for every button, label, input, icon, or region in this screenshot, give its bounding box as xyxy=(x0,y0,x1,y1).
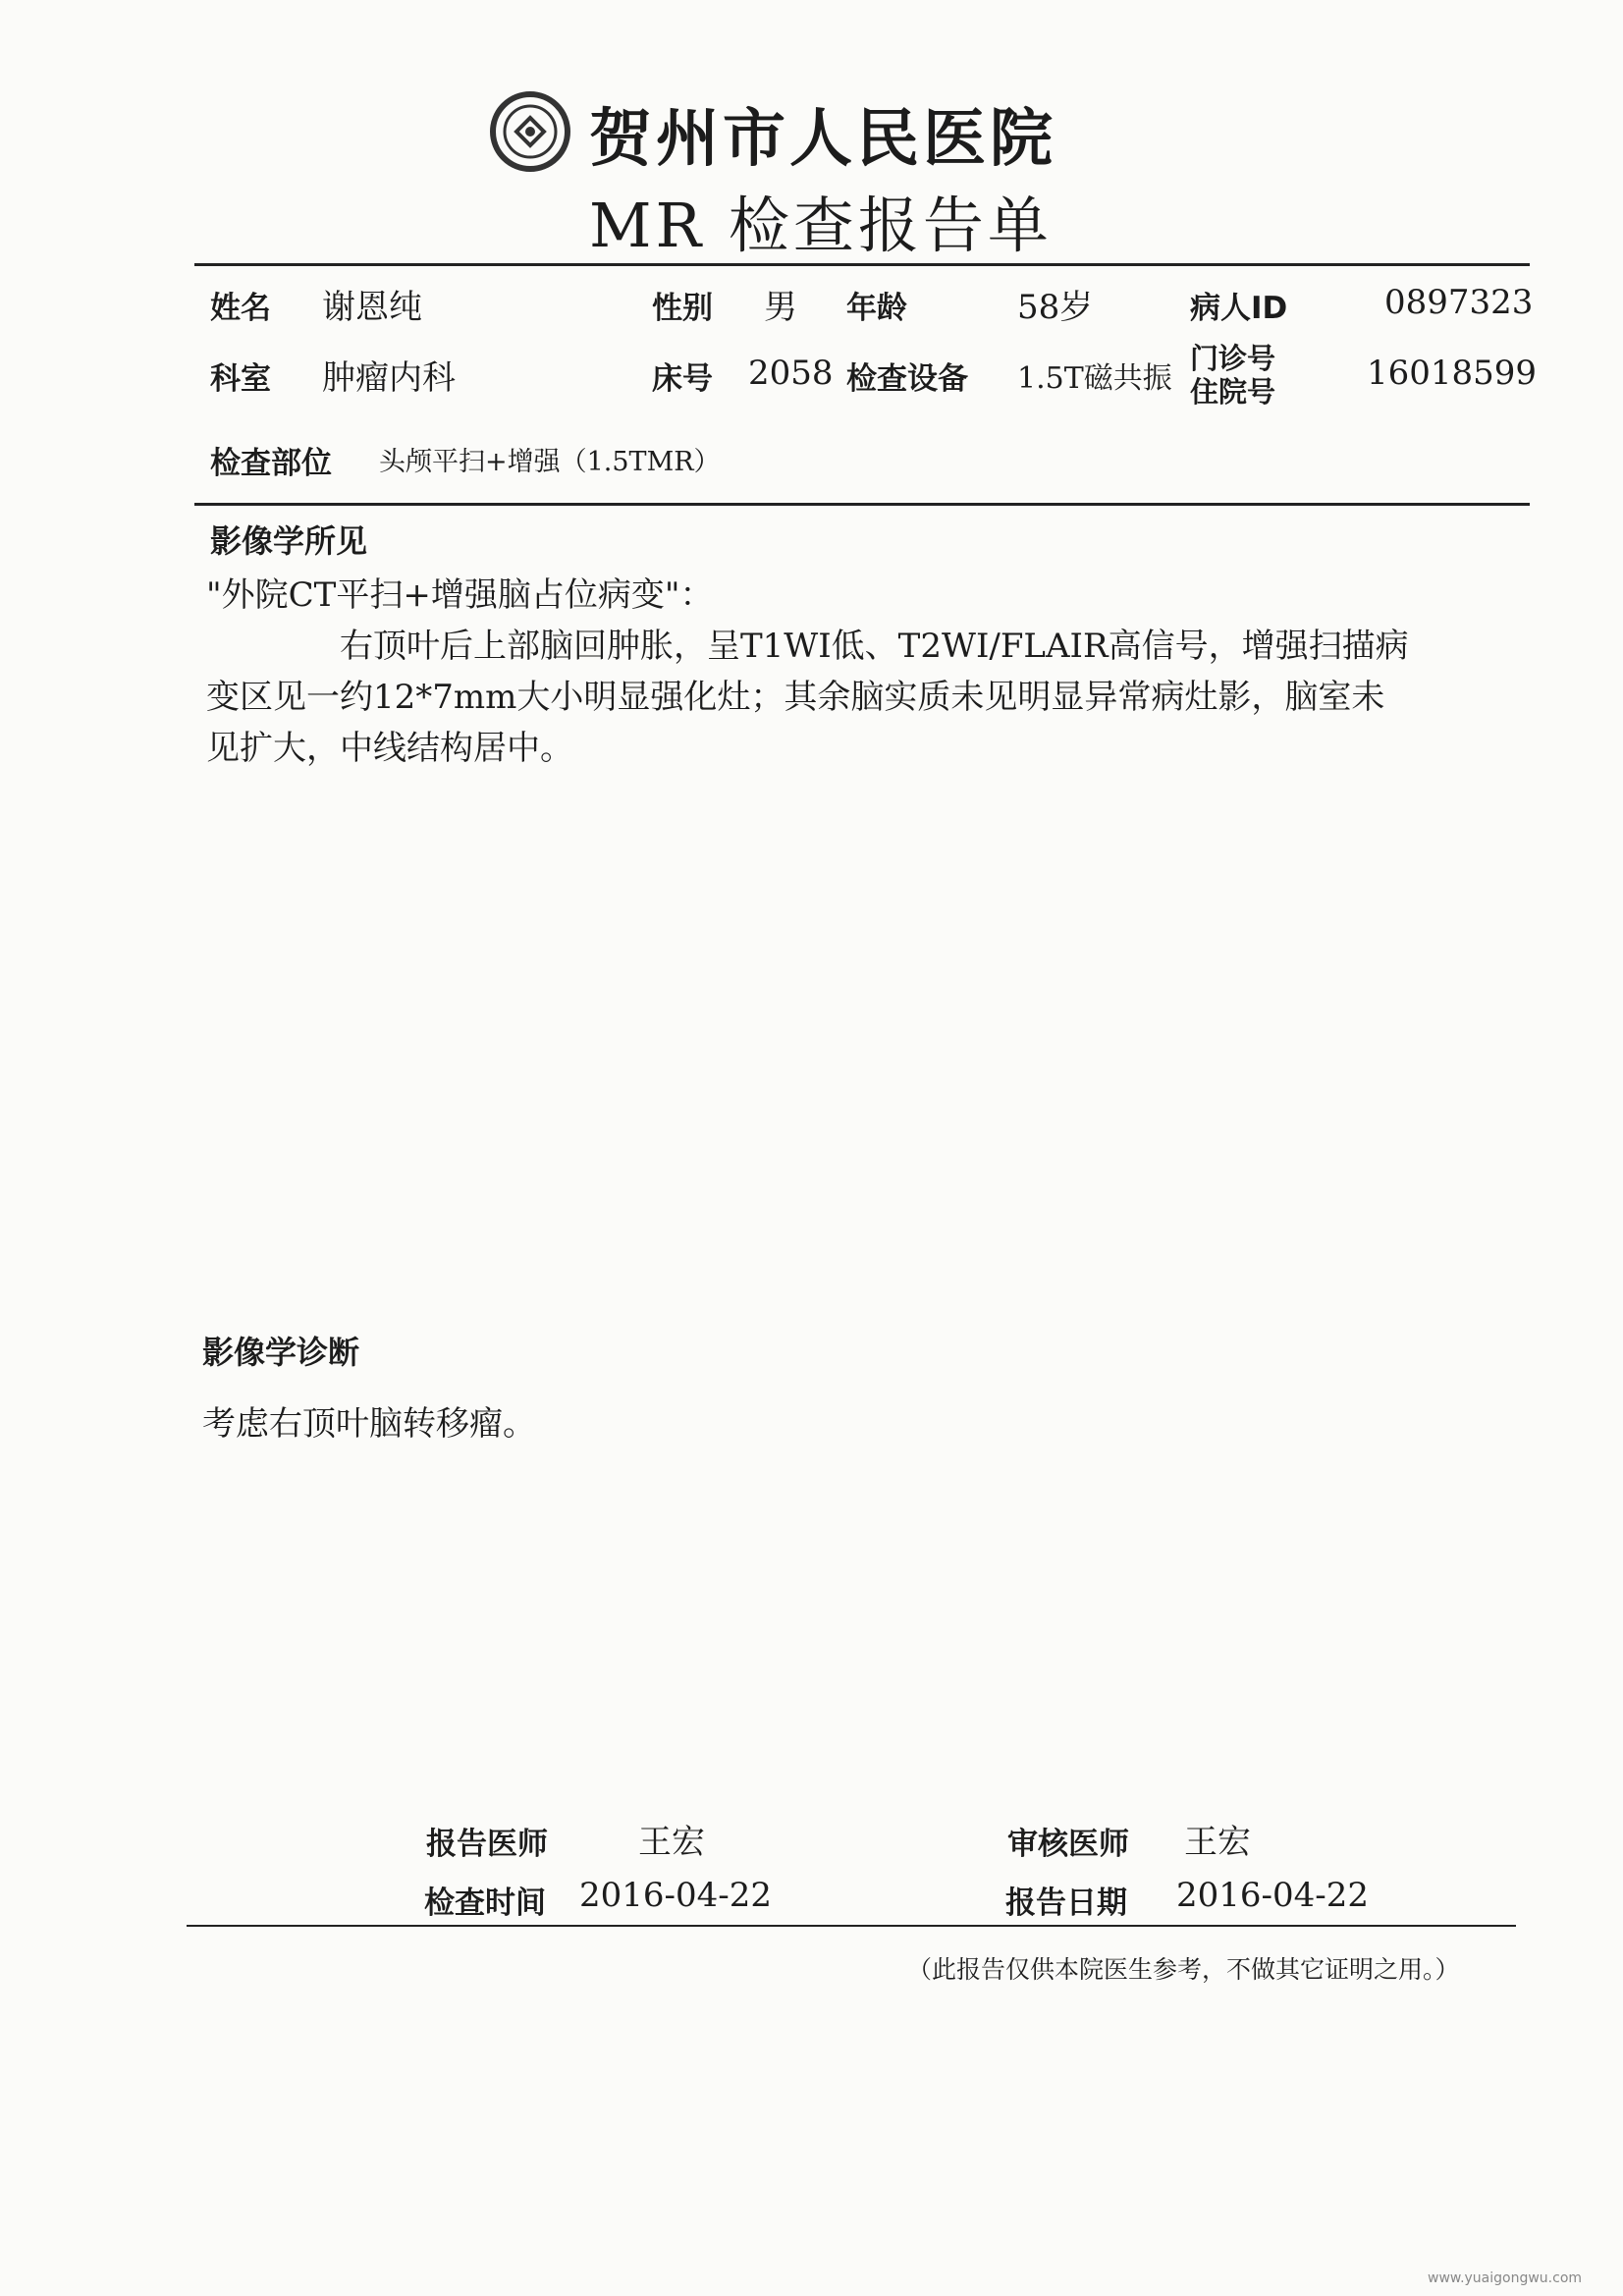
findings-line-1: 右顶叶后上部脑回肿胀，呈T1WI低、T2WI/FLAIR高信号，增强扫描病 xyxy=(340,627,1409,666)
header-rule xyxy=(194,263,1530,266)
exam-part: 头颅平扫+增强（1.5TMR） xyxy=(379,447,721,477)
diagnosis-heading: 影像学诊断 xyxy=(202,1334,360,1371)
review-doctor: 王宏 xyxy=(1184,1823,1251,1862)
bed-number: 2058 xyxy=(748,354,834,393)
report-date: 2016-04-22 xyxy=(1176,1876,1370,1915)
patient-name: 谢恩纯 xyxy=(322,288,422,327)
admission-number: 16018599 xyxy=(1367,354,1538,393)
patient-id: 0897323 xyxy=(1384,283,1534,322)
bed-label: 床号 xyxy=(652,361,713,397)
inpatient-label: 住院号 xyxy=(1190,375,1276,409)
report-doctor-label: 报告医师 xyxy=(426,1827,548,1862)
report-title: MR 检查报告单 xyxy=(589,190,1053,261)
watermark: www.yuaigongwu.com xyxy=(1428,2270,1583,2286)
name-label: 姓名 xyxy=(210,291,271,326)
footer-rule xyxy=(187,1925,1516,1927)
hospital-logo xyxy=(489,90,571,173)
exam-part-label: 检查部位 xyxy=(210,446,332,481)
disclaimer: （此报告仅供本院医生参考，不做其它证明之用。） xyxy=(907,1955,1460,1984)
age-label: 年龄 xyxy=(846,291,907,326)
findings-line-3: 见扩大，中线结构居中。 xyxy=(206,729,573,768)
exam-time: 2016-04-22 xyxy=(579,1876,773,1915)
info-rule xyxy=(194,503,1530,506)
device-label: 检查设备 xyxy=(846,361,968,397)
findings-line-2: 变区见一约12*7mm大小明显强化灶；其余脑实质未见明显异常病灶影，脑室未 xyxy=(206,678,1385,717)
outpatient-label: 门诊号 xyxy=(1190,342,1276,375)
findings-intro: "外院CT平扫+增强脑占位病变"： xyxy=(206,575,714,615)
report-date-label: 报告日期 xyxy=(1005,1886,1127,1921)
hospital-name: 贺州市人民医院 xyxy=(589,102,1056,176)
admission-labels xyxy=(1190,342,1275,409)
exam-time-label: 检查时间 xyxy=(424,1886,546,1921)
patient-age: 58岁 xyxy=(1017,288,1094,327)
patient-id-label: 病人ID xyxy=(1190,291,1288,326)
review-doctor-label: 审核医师 xyxy=(1007,1827,1129,1862)
diagnosis-text: 考虑右顶叶脑转移瘤。 xyxy=(202,1404,536,1444)
report-doctor: 王宏 xyxy=(638,1823,705,1862)
patient-dept: 肿瘤内科 xyxy=(322,358,456,398)
sex-label: 性别 xyxy=(652,291,713,326)
findings-heading: 影像学所见 xyxy=(210,522,368,560)
exam-device: 1.5T磁共振 xyxy=(1017,361,1172,396)
patient-sex: 男 xyxy=(764,288,797,327)
dept-label: 科室 xyxy=(210,361,271,397)
